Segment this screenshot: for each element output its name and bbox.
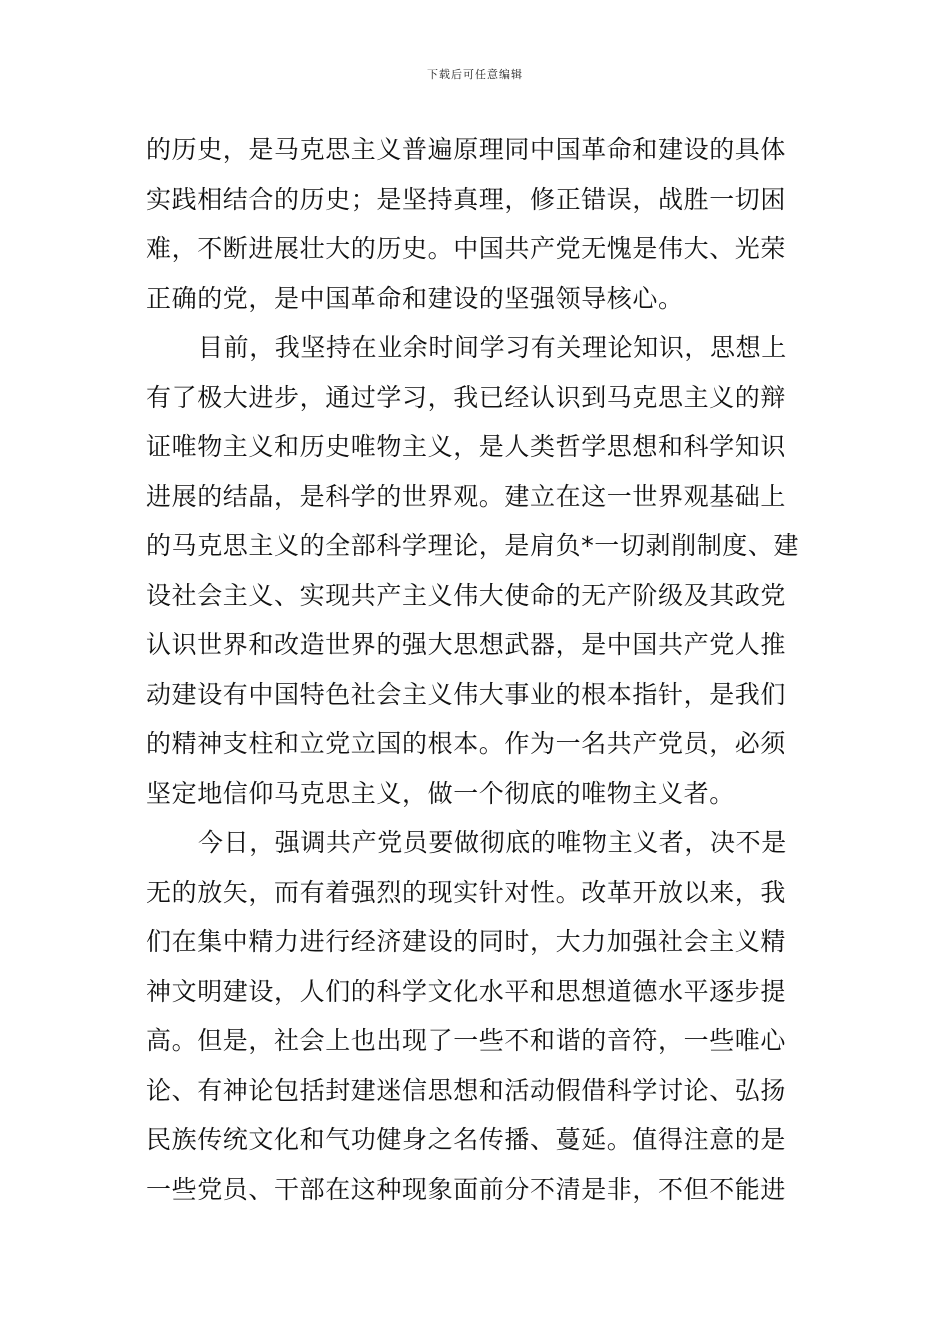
text-line: 的历史，是马克思主义普遍原理同中国革命和建设的具体 xyxy=(146,135,787,164)
paragraph-first-line: 今日，强调共产党员要做彻底的唯物主义者，决不是 xyxy=(198,828,787,857)
text-line: 动建设有中国特色社会主义伟大事业的根本指针，是我们 xyxy=(146,679,787,709)
text-line: 神文明建设，人们的科学文化水平和思想道德水平逐步提 xyxy=(146,976,787,1006)
text-line: 一些党员、干部在这种现象面前分不清是非，不但不能进 xyxy=(146,1174,787,1204)
text-line: 实践相结合的历史；是坚持真理，修正错误，战胜一切困 xyxy=(146,184,787,214)
text-line: 设社会主义、实现共产主义伟大使命的无产阶级及其政党 xyxy=(146,580,787,610)
text-line: 无的放矢，而有着强烈的现实针对性。改革开放以来，我 xyxy=(146,877,787,907)
text-line: 们在集中精力进行经济建设的同时，大力加强社会主义精 xyxy=(146,927,787,956)
text-line: 论、有神论包括封建迷信思想和活动假借科学讨论、弘扬 xyxy=(146,1075,787,1105)
header-note: 下载后可任意编辑 xyxy=(427,68,523,81)
text-line: 民族传统文化和气功健身之名传播、蔓延。值得注意的是 xyxy=(146,1125,787,1154)
text-line: 的精神支柱和立党立国的根本。作为一名共产党员，必须 xyxy=(146,729,787,758)
text-line: 认识世界和改造世界的强大思想武器，是中国共产党人推 xyxy=(146,630,787,659)
text-line: 高。但是，社会上也出现了一些不和谐的音符，一些唯心 xyxy=(146,1026,787,1055)
paragraph-first-line: 目前，我坚持在业余时间学习有关理论知识，思想上 xyxy=(198,333,787,362)
text-line: 正确的党，是中国革命和建设的坚强领导核心。 xyxy=(146,283,684,313)
text-line: 进展的结晶，是科学的世界观。建立在这一世界观基础上 xyxy=(146,481,787,511)
text-line: 难，不断进展壮大的历史。中国共产党无愧是伟大、光荣 xyxy=(146,234,787,263)
document-body xyxy=(146,125,806,1214)
text-line: 的马克思主义的全部科学理论，是肩负*一切剥削制度、建 xyxy=(146,531,800,560)
text-line: 坚定地信仰马克思主义，做一个彻底的唯物主义者。 xyxy=(146,778,735,808)
text-line: 有了极大进步，通过学习，我已经认识到马克思主义的辩 xyxy=(146,382,787,412)
text-line: 证唯物主义和历史唯物主义，是人类哲学思想和科学知识 xyxy=(146,432,787,461)
